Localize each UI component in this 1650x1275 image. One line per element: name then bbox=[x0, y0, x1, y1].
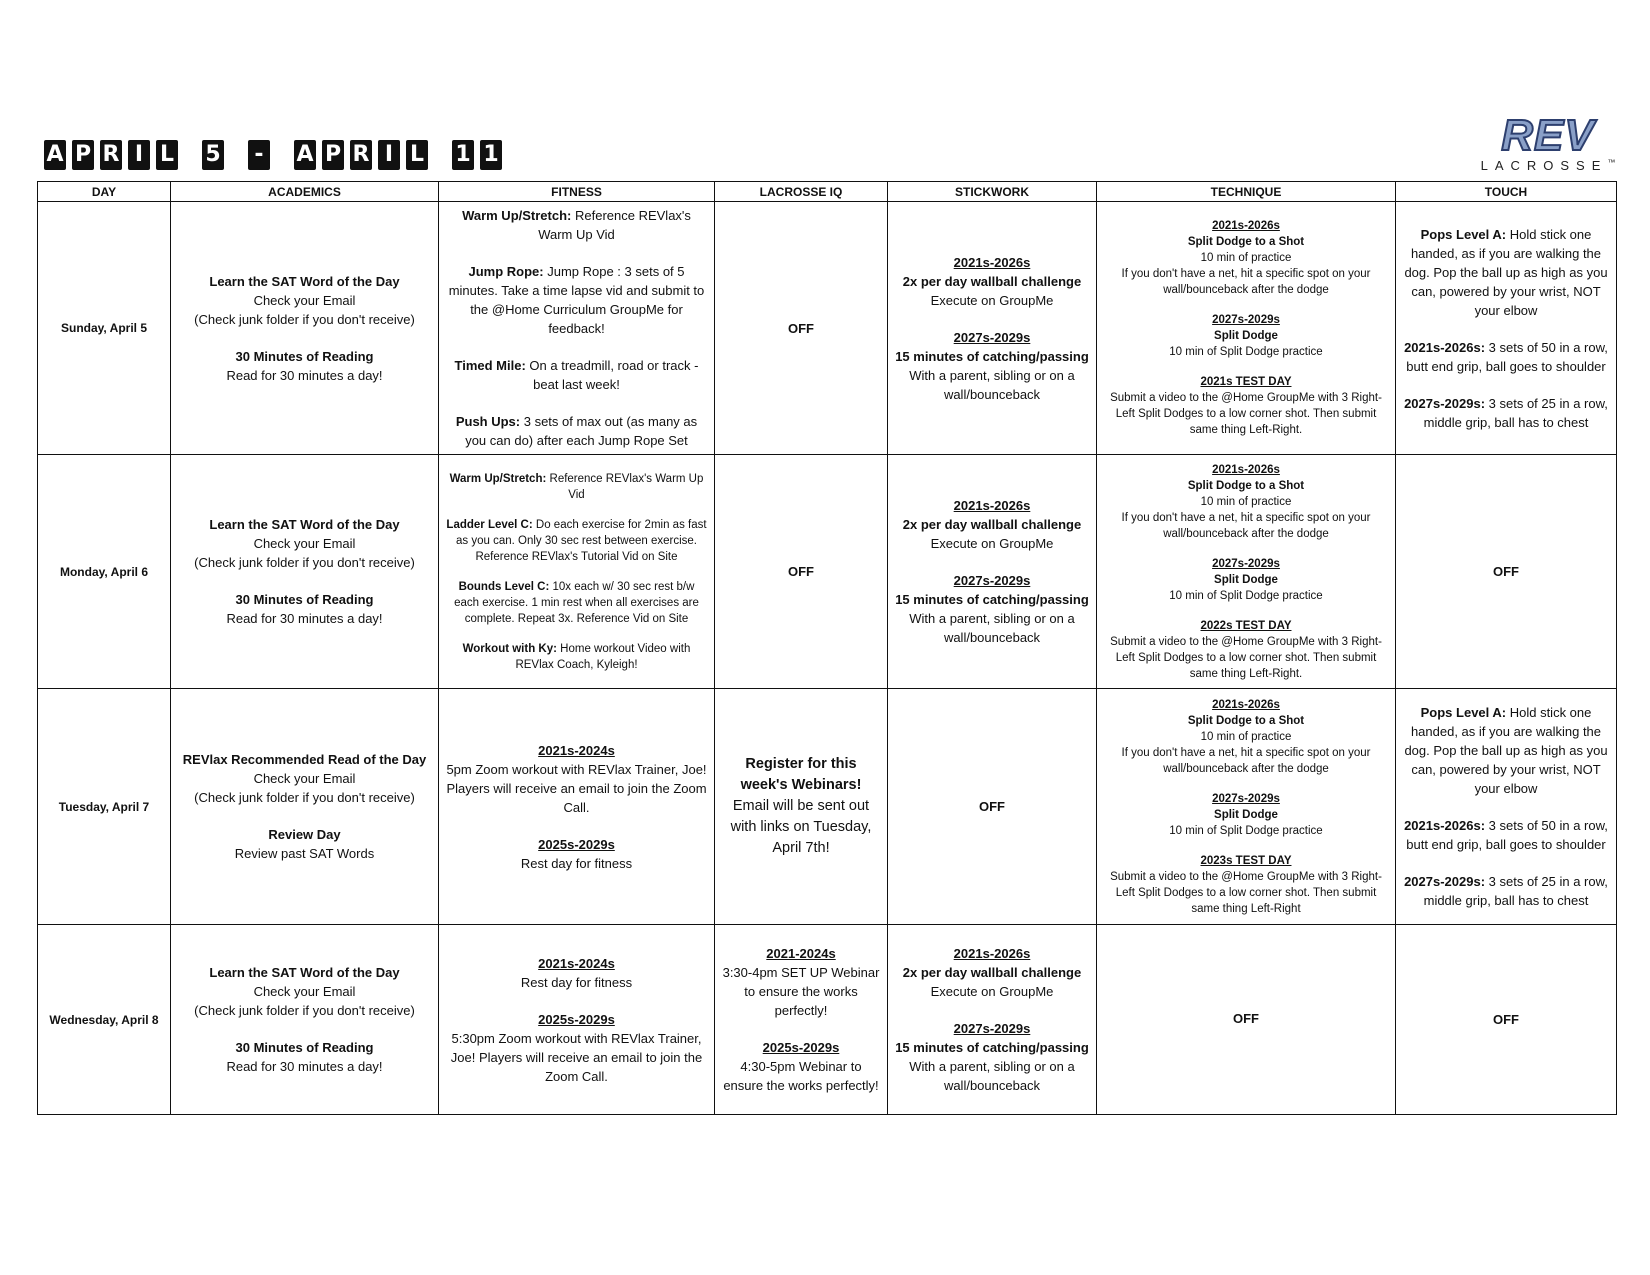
title-char: L bbox=[156, 140, 178, 170]
item-title: OFF bbox=[788, 320, 814, 336]
item-text: Read for 30 minutes a day! bbox=[226, 611, 383, 626]
group-heading: 2027s-2029s bbox=[953, 1021, 1031, 1036]
labeled-item bbox=[445, 641, 708, 673]
item-title: 15 minutes of catching/passing bbox=[895, 348, 1089, 364]
day-cell: Monday, April 6 bbox=[38, 455, 171, 689]
item-text: With a parent, sibling or on a wall/bounceback bbox=[909, 1059, 1075, 1093]
labeled-item bbox=[1402, 225, 1610, 320]
item-title: Split Dodge bbox=[1214, 330, 1278, 342]
stickwork-cell bbox=[888, 925, 1097, 1115]
item-text: With a parent, sibling or on a wall/bounceback bbox=[909, 367, 1075, 402]
item-text: (Check junk folder if you don't receive) bbox=[194, 790, 415, 805]
column-header-day: DAY bbox=[38, 182, 171, 202]
item-text: (Check junk folder if you don't receive) bbox=[194, 311, 415, 327]
title-char: 5 bbox=[202, 140, 224, 170]
content-group bbox=[1103, 312, 1389, 360]
content-group bbox=[1103, 218, 1389, 298]
content-group bbox=[1103, 374, 1389, 438]
content-group bbox=[1103, 618, 1389, 682]
column-header-fitness: FITNESS bbox=[439, 182, 715, 202]
page-title bbox=[44, 140, 502, 170]
item-title: 30 Minutes of Reading bbox=[235, 1040, 374, 1055]
group-heading: 2021s-2026s bbox=[953, 946, 1031, 961]
stickwork-cell bbox=[888, 689, 1097, 925]
lacrosse-iq-cell bbox=[715, 689, 888, 925]
group-heading: 2021s-2026s bbox=[1212, 698, 1280, 711]
day-row bbox=[38, 689, 1617, 925]
logo-wordmark: REV bbox=[1501, 111, 1595, 160]
academics-cell bbox=[171, 202, 439, 455]
title-char: I bbox=[128, 140, 150, 170]
item-text: 10 min of practice bbox=[1200, 252, 1292, 264]
content-group bbox=[177, 1038, 432, 1076]
item-text: 3 sets of 50 in a row, butt end grip, ball goes to shoulder bbox=[1406, 818, 1608, 852]
content-group bbox=[445, 741, 708, 817]
item-text: Rest day for fitness bbox=[520, 855, 633, 871]
item-text: Hold stick one handed, as if you are walking the dog. Pop the ball up as high as you can, powered by your wrist, NOT your elbow bbox=[1404, 705, 1608, 796]
content-group bbox=[177, 515, 432, 572]
item-text: Check your Email bbox=[253, 984, 356, 999]
group-heading: 2021s-2026s bbox=[953, 498, 1031, 513]
item-text: Check your Email bbox=[253, 771, 356, 786]
item-text: 5:30pm Zoom workout with REVlax Trainer, Joe! Players will receive an email to join the Zoom Call. bbox=[450, 1030, 703, 1084]
item-text: (Check junk folder if you don't receive) bbox=[194, 555, 415, 570]
group-heading: 2027s-2029s bbox=[1212, 314, 1280, 326]
lacrosse-iq-cell bbox=[715, 925, 888, 1115]
item-text: 10 min of practice bbox=[1200, 495, 1292, 508]
fitness-cell bbox=[439, 689, 715, 925]
item-title: 2x per day wallball challenge bbox=[902, 517, 1082, 532]
labeled-item bbox=[445, 471, 708, 503]
technique-cell bbox=[1097, 455, 1396, 689]
group-heading: 2021s-2026s bbox=[1212, 463, 1280, 476]
content-group bbox=[1103, 556, 1389, 604]
item-title: Split Dodge to a Shot bbox=[1187, 479, 1305, 492]
title-char: R bbox=[100, 140, 122, 170]
item-text: Email will be sent out with links on Tuesday, April 7th! bbox=[730, 798, 872, 856]
item-text: Read for 30 minutes a day! bbox=[226, 1059, 383, 1074]
content-group bbox=[177, 963, 432, 1020]
rev-lacrosse-logo bbox=[1478, 111, 1618, 173]
content-group bbox=[445, 835, 708, 873]
item-text: Submit a video to the @Home GroupMe with 3 Right-Left Split Dodges to a low corner shot. Then submit same thing Left-Right bbox=[1110, 870, 1382, 915]
item-title: Register for this week's Webinars! bbox=[740, 756, 862, 793]
item-text: (Check junk folder if you don't receive) bbox=[194, 1003, 415, 1018]
item-label: Jump Rope: bbox=[468, 264, 544, 279]
title-char: P bbox=[72, 140, 94, 170]
weekly-schedule-table bbox=[37, 181, 1617, 1115]
off-label: OFF bbox=[1493, 1012, 1519, 1027]
item-label: Timed Mile: bbox=[454, 358, 526, 373]
labeled-item bbox=[445, 356, 708, 394]
group-heading: 2025s-2029s bbox=[538, 1011, 615, 1027]
column-header-lacrosse-iq: LACROSSE IQ bbox=[715, 182, 888, 202]
academics-cell bbox=[171, 455, 439, 689]
schedule-body bbox=[38, 202, 1617, 1115]
labeled-item bbox=[445, 517, 708, 565]
touch-cell bbox=[1396, 689, 1617, 925]
item-title: Split Dodge to a Shot bbox=[1187, 236, 1305, 248]
item-text: 5pm Zoom workout with REVlax Trainer, Joe! Players will receive an email to join the Zoom Call. bbox=[446, 761, 707, 815]
item-title: 30 Minutes of Reading bbox=[235, 348, 374, 364]
content-group bbox=[445, 1010, 708, 1086]
item-label: 2021s-2026s: bbox=[1404, 818, 1486, 833]
item-text: Rest day for fitness bbox=[520, 974, 633, 990]
day-cell: Wednesday, April 8 bbox=[38, 925, 171, 1115]
labeled-item bbox=[1402, 816, 1610, 854]
labeled-item bbox=[445, 206, 708, 244]
item-text: Review past SAT Words bbox=[234, 846, 375, 861]
day-cell: Sunday, April 5 bbox=[38, 202, 171, 455]
item-text: 3 sets of 25 in a row, middle grip, ball has to chest bbox=[1423, 395, 1608, 430]
off-label: OFF bbox=[979, 799, 1005, 814]
content-group bbox=[721, 944, 881, 1020]
item-text: Execute on GroupMe bbox=[930, 536, 1054, 551]
item-title: 2x per day wallball challenge bbox=[902, 273, 1082, 289]
lacrosse-iq-cell bbox=[715, 455, 888, 689]
item-label: Push Ups: bbox=[455, 414, 521, 429]
item-text: Read for 30 minutes a day! bbox=[226, 367, 383, 383]
group-heading: 2021s-2024s bbox=[538, 955, 615, 971]
item-title: 30 Minutes of Reading bbox=[235, 592, 374, 607]
item-title: Split Dodge to a Shot bbox=[1187, 714, 1305, 727]
group-heading: 2027s-2029s bbox=[953, 573, 1031, 588]
day-row bbox=[38, 455, 1617, 689]
item-title: 2x per day wallball challenge bbox=[902, 965, 1082, 980]
item-label: Pops Level A: bbox=[1420, 226, 1507, 242]
item-label: 2021s-2026s: bbox=[1404, 339, 1486, 355]
group-heading: 2025s-2029s bbox=[538, 836, 615, 852]
item-title: OFF bbox=[788, 564, 814, 579]
title-char: L bbox=[406, 140, 428, 170]
content-group bbox=[894, 253, 1090, 310]
day-row bbox=[38, 202, 1617, 455]
item-text: 10x each w/ 30 sec rest b/w each exercise. 1 min rest when all exercises are complete. Repeat 3x. Reference Vid on Site bbox=[454, 580, 699, 625]
item-text: 3 sets of max out (as many as you can do) after each Jump Rope Set bbox=[465, 414, 698, 448]
title-char: 1 bbox=[480, 140, 502, 170]
item-label: Workout with Ky: bbox=[462, 642, 557, 655]
item-title: 15 minutes of catching/passing bbox=[895, 592, 1089, 607]
item-text: Check your Email bbox=[253, 536, 356, 551]
column-header-technique: TECHNIQUE bbox=[1097, 182, 1396, 202]
item-title: 15 minutes of catching/passing bbox=[895, 1040, 1089, 1055]
item-text: 4:30-5pm Webinar to ensure the works perfectly! bbox=[723, 1059, 879, 1093]
item-text: 10 min of Split Dodge practice bbox=[1169, 589, 1323, 602]
content-group bbox=[721, 319, 881, 338]
content-group bbox=[177, 347, 432, 385]
content-group bbox=[894, 571, 1090, 647]
group-heading: 2021-2024s bbox=[766, 946, 836, 961]
touch-cell bbox=[1396, 925, 1617, 1115]
content-group bbox=[894, 496, 1090, 553]
item-text: If you don't have a net, hit a specific spot on your wall/bounceback after the dodge bbox=[1121, 511, 1371, 540]
item-title: Learn the SAT Word of the Day bbox=[209, 517, 400, 532]
item-text: 3 sets of 50 in a row, butt end grip, ball goes to shoulder bbox=[1406, 339, 1608, 374]
column-header-stickwork: STICKWORK bbox=[888, 182, 1097, 202]
item-text: Execute on GroupMe bbox=[930, 984, 1054, 999]
logo-subtext: LACROSSE™ bbox=[1480, 158, 1616, 173]
item-text: Home workout Video with REVlax Coach, Kyleigh! bbox=[515, 642, 691, 671]
day-row bbox=[38, 925, 1617, 1115]
item-text: With a parent, sibling or on a wall/bounceback bbox=[909, 611, 1075, 645]
content-group bbox=[177, 272, 432, 329]
item-text: 10 min of Split Dodge practice bbox=[1169, 346, 1323, 358]
item-text: 3:30-4pm SET UP Webinar to ensure the works perfectly! bbox=[722, 965, 880, 1018]
stickwork-cell bbox=[888, 455, 1097, 689]
title-char: A bbox=[294, 140, 316, 170]
labeled-item bbox=[1402, 338, 1610, 376]
title-char: P bbox=[322, 140, 344, 170]
lacrosse-iq-cell bbox=[715, 202, 888, 455]
off-label: OFF bbox=[1493, 564, 1519, 579]
fitness-cell bbox=[439, 202, 715, 455]
group-heading: 2021s-2024s bbox=[538, 742, 615, 758]
content-group bbox=[177, 825, 432, 863]
labeled-item bbox=[1402, 872, 1610, 910]
item-title: Split Dodge bbox=[1214, 573, 1278, 586]
content-group bbox=[1103, 462, 1389, 542]
group-heading: 2027s-2029s bbox=[1212, 557, 1280, 570]
content-group bbox=[894, 944, 1090, 1001]
item-text: Do each exercise for 2min as fast as you can. Only 30 sec rest between exercise. Reference REVlax's Tutorial Vid on Site bbox=[456, 518, 707, 563]
stickwork-cell bbox=[888, 202, 1097, 455]
content-group bbox=[1103, 791, 1389, 839]
group-heading: 2027s-2029s bbox=[1212, 792, 1280, 805]
title-char: A bbox=[44, 140, 66, 170]
group-heading: 2021s-2026s bbox=[953, 254, 1031, 270]
fitness-cell bbox=[439, 925, 715, 1115]
title-char: R bbox=[350, 140, 372, 170]
title-char: 1 bbox=[452, 140, 474, 170]
item-label: 2027s-2029s: bbox=[1404, 395, 1486, 411]
group-heading: 2021s TEST DAY bbox=[1200, 376, 1292, 388]
content-group bbox=[1103, 697, 1389, 777]
item-label: Pops Level A: bbox=[1420, 705, 1507, 720]
content-group bbox=[894, 328, 1090, 404]
labeled-item bbox=[445, 579, 708, 627]
item-text: 10 min of Split Dodge practice bbox=[1169, 824, 1323, 837]
item-title: REVlax Recommended Read of the Day bbox=[182, 752, 427, 767]
content-group bbox=[894, 1019, 1090, 1095]
academics-cell bbox=[171, 925, 439, 1115]
item-text: Submit a video to the @Home GroupMe with 3 Right-Left Split Dodges to a low corner shot. Then submit same thing Left-Right. bbox=[1110, 392, 1382, 436]
item-title: Split Dodge bbox=[1214, 808, 1278, 821]
content-group bbox=[721, 562, 881, 581]
group-heading: 2023s TEST DAY bbox=[1200, 854, 1292, 867]
group-heading: 2025s-2029s bbox=[762, 1040, 840, 1055]
content-group bbox=[1103, 853, 1389, 917]
content-group bbox=[177, 750, 432, 807]
labeled-item bbox=[1402, 703, 1610, 798]
labeled-item bbox=[445, 412, 708, 450]
item-label: Ladder Level C: bbox=[446, 518, 533, 531]
content-group bbox=[177, 590, 432, 628]
labeled-item bbox=[445, 262, 708, 338]
technique-cell bbox=[1097, 202, 1396, 455]
technique-cell bbox=[1097, 925, 1396, 1115]
touch-cell bbox=[1396, 455, 1617, 689]
item-text: 3 sets of 25 in a row, middle grip, ball has to chest bbox=[1423, 874, 1608, 908]
day-cell: Tuesday, April 7 bbox=[38, 689, 171, 925]
content-group bbox=[445, 954, 708, 992]
group-heading: 2021s-2026s bbox=[1212, 220, 1280, 232]
item-title: Learn the SAT Word of the Day bbox=[209, 273, 400, 289]
group-heading: 2027s-2029s bbox=[953, 329, 1031, 345]
item-label: Bounds Level C: bbox=[458, 580, 550, 593]
item-text: Reference REVlax's Warm Up Vid bbox=[538, 208, 691, 242]
column-header-touch: TOUCH bbox=[1396, 182, 1617, 202]
item-label: 2027s-2029s: bbox=[1404, 874, 1486, 889]
title-char: I bbox=[378, 140, 400, 170]
academics-cell bbox=[171, 689, 439, 925]
technique-cell bbox=[1097, 689, 1396, 925]
item-text: Check your Email bbox=[253, 292, 356, 308]
content-group bbox=[721, 1038, 881, 1095]
column-header-academics: ACADEMICS bbox=[171, 182, 439, 202]
touch-cell bbox=[1396, 202, 1617, 455]
item-text: On a treadmill, road or track - beat last week! bbox=[525, 358, 699, 392]
item-text: Submit a video to the @Home GroupMe with 3 Right-Left Split Dodges to a low corner shot. Then submit same thing Left-Right. bbox=[1110, 635, 1382, 680]
content-group bbox=[721, 754, 881, 859]
fitness-cell bbox=[439, 455, 715, 689]
item-title: Learn the SAT Word of the Day bbox=[209, 965, 400, 980]
item-text: If you don't have a net, hit a specific spot on your wall/bounceback after the dodge bbox=[1121, 746, 1371, 775]
item-label: Warm Up/Stretch: bbox=[449, 472, 547, 485]
item-text: Jump Rope : 3 sets of 5 minutes. Take a time lapse vid and submit to the @Home Curriculum GroupMe for feedback! bbox=[448, 264, 705, 336]
item-text: Reference REVlax's Warm Up Vid bbox=[546, 472, 704, 501]
item-text: 10 min of practice bbox=[1200, 730, 1292, 743]
group-heading: 2022s TEST DAY bbox=[1200, 619, 1292, 632]
item-label: Warm Up/Stretch: bbox=[462, 208, 572, 223]
labeled-item bbox=[1402, 394, 1610, 432]
item-text: Execute on GroupMe bbox=[930, 292, 1054, 308]
item-title: Review Day bbox=[268, 827, 341, 842]
off-label: OFF bbox=[1233, 1011, 1259, 1026]
item-text: Hold stick one handed, as if you are walking the dog. Pop the ball up as high as you can, powered by your wrist, NOT your elbow bbox=[1404, 226, 1608, 318]
item-text: If you don't have a net, hit a specific spot on your wall/bounceback after the dodge bbox=[1121, 268, 1371, 296]
header-row bbox=[38, 182, 1617, 202]
title-char: - bbox=[248, 140, 270, 170]
